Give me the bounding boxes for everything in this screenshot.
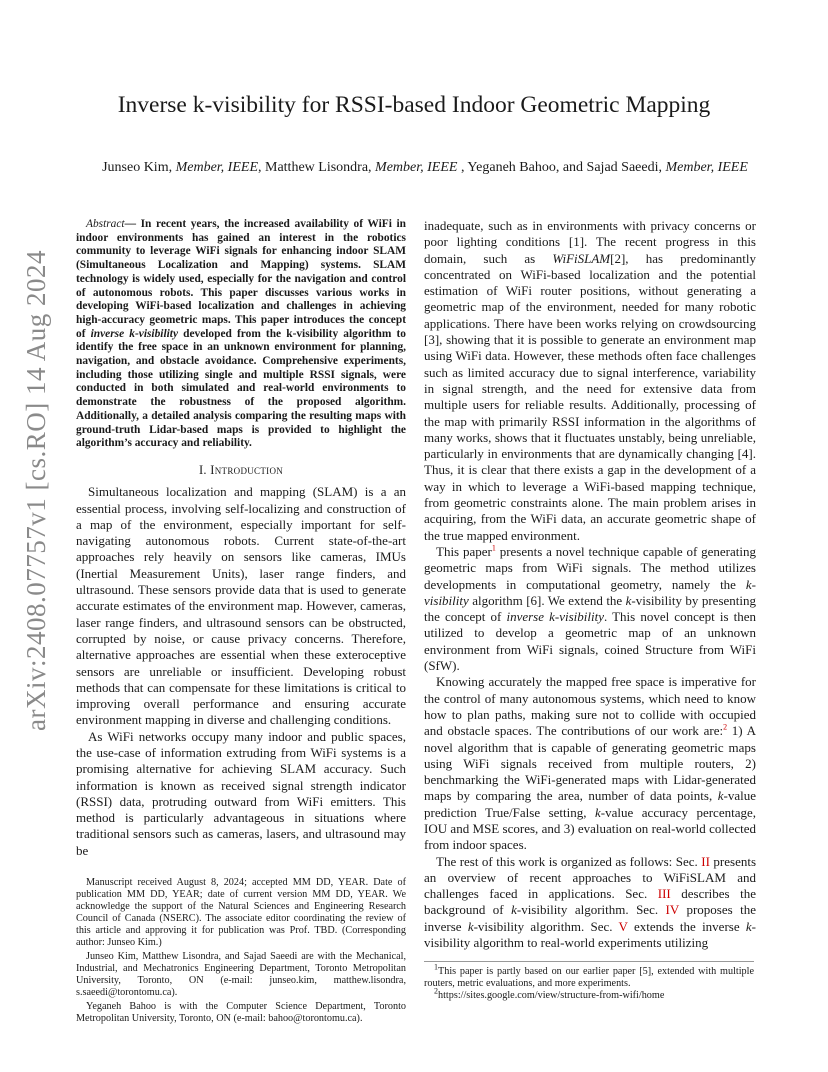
abstract-text: — In recent years, the increased availability of WiFi in indoor environments has gained an interest in the robotics community to leverage WiFi signals for enhancing indoor SLAM (Simultaneous Localization and Mapping) systems. SLAM technology is widely used, especially for the navigation and control of autonomous robots. This paper discusses various works in developing WiFi-based localization and challenges in achieving high-accuracy geometric maps. This paper introduces the concept of <box>76 218 406 340</box>
section-link[interactable]: II <box>701 853 710 869</box>
paper-title: Inverse k-visibility for RSSI-based Indoor Geometric Mapping <box>117 92 711 118</box>
text-run: Knowing accurately the mapped free space is imperative for the control of many autonomous systems, which need to know how to plan paths, making sure not to collide with occupied and obstacle spaces. The contributions of our work are: <box>424 674 756 739</box>
author-role: Member, IEEE <box>175 160 258 175</box>
section-link[interactable]: V <box>618 918 628 934</box>
section-link[interactable]: III <box>657 886 671 902</box>
emphasis-term: k-visibility <box>424 576 756 608</box>
arxiv-stamp <box>10 249 62 731</box>
math-variable: k <box>595 804 601 820</box>
right-column <box>424 218 756 1002</box>
author-name: Junseo Kim, <box>102 160 173 175</box>
text-run: -visibility algorithm to real-world experiments utilizing <box>424 918 756 951</box>
footnote-marker[interactable]: 1 <box>491 543 496 553</box>
text-run: -visibility by presenting the concept of <box>424 592 756 625</box>
author-name: , Matthew Lisondra, <box>258 160 372 175</box>
body-paragraph <box>424 218 756 544</box>
body-paragraph: As WiFi networks occupy many indoor and public spaces, the use-case of information extruding from WiFi systems is a promising alternative for achieving SLAM accuracy. Such information is known as received signal strength indicator (RSSI) data, protruding outward from WiFi emitters. This method is particularly advantageous in situations where traditional sensors such as cameras, lasers, and ultrasound may be <box>76 728 406 858</box>
footnotes-left <box>76 877 406 1025</box>
text-run: -value prediction True/False setting, <box>424 788 757 820</box>
arxiv-identifier: arXiv:2408.07757v1 [cs.RO] 14 Aug 2024 <box>20 249 51 731</box>
footnote <box>424 962 754 990</box>
math-variable: k <box>745 918 752 934</box>
math-variable: k <box>625 592 632 608</box>
abstract-label: Abstract <box>86 218 125 230</box>
text-run: inadequate, such as in environments with privacy concerns or poor lighting conditions [1]. The recent progress in this domain, such as <box>424 218 756 266</box>
emphasis-term: WiFiSLAM <box>552 250 611 266</box>
text-run: The rest of this work is organized as follows: Sec. <box>436 853 698 869</box>
text-run: presents an overview of recent approaches to WiFiSLAM and challenges faced in applications. Sec. <box>424 853 757 902</box>
footnote-manuscript: Manuscript received August 8, 2024; accepted MM DD, YEAR. Date of publication MM DD, YEAR; date of current version MM DD, YEAR. We acknowledge the support of the Natural Sciences and Engineering Research Council of Canada (NSERC). The associate editor coordinating the review of this article and approving it for publication was Prof. TBD. (Corresponding author: Junseo Kim.) <box>76 877 406 949</box>
section-heading-introduction <box>76 462 406 478</box>
text-run: 1) A novel algorithm that is capable of generating geometric maps using WiFi signals received from multiple routers, 2) benchmarking the WiFi-generated maps with Lidar-generated maps by comparing the area, number of data points, <box>424 723 756 804</box>
body-paragraph: Simultaneous localization and mapping (SLAM) is a an essential process, involving self-localizing and construction of a map of the environment, especially important for self-navigating autonomous robots. Current state-of-the-art approaches rely heavily on sensors like cameras, IMUs (Inertial Measurement Units), laser range finders, and ultrasound. These sensors provide data that is used to generate accurate estimates of the environment map. However, cameras, laser range finders, and ultrasound sensors can be obstructed, corrupted by noise, or cause privacy concerns. Therefore, alternative approaches are essential when these exteroceptive sensors are unreliable or insufficient. Developing robust methods that can compensate for these limitations is critical to improving overall performance and ensuring accurate environment mapping in diverse and challenging conditions. <box>76 484 406 728</box>
footnote-affiliation: Junseo Kim, Matthew Lisondra, and Sajad Saeedi are with the Mechanical, Industrial, and Mechatronics Engineering Department, Toronto Metropolitan University, Toronto, ON (e-mail: junseo.kim, matthew.lisondra, s.saeedi@torontomu.ca). <box>76 951 406 999</box>
section-title: Introduction <box>210 462 284 477</box>
text-run: describes the background of <box>424 886 757 918</box>
author-name: , Yeganeh Bahoo, and Sajad Saeedi, <box>457 160 662 175</box>
footnote <box>424 986 754 1002</box>
text-run: extends the inverse <box>633 918 740 934</box>
author-role: Member, IEEE <box>665 160 748 175</box>
footnote-url[interactable]: https://sites.google.com/view/structure-from-wifi/home <box>438 990 665 1002</box>
text-run: algorithm [6]. We extend the <box>472 592 623 608</box>
footnote-affiliation: Yeganeh Bahoo is with the Computer Science Department, Toronto Metropolitan University, Toronto, ON (e-mail: bahoo@torontomu.ca). <box>76 1001 406 1025</box>
left-column <box>76 218 406 1027</box>
text-run: -value accuracy percentage, IOU and MSE scores, and 3) evaluation on real-world collected from indoor spaces. <box>424 804 756 853</box>
author-list <box>60 160 790 176</box>
math-variable: k <box>467 918 474 934</box>
footnote-number: 2 <box>434 986 438 996</box>
emphasis-term: inverse k-visibility <box>506 609 604 625</box>
text-run: proposes the inverse <box>424 902 757 934</box>
author-role: Member, IEEE <box>375 160 458 175</box>
body-paragraph <box>424 854 756 952</box>
abstract-term: inverse k-visibility <box>90 327 178 340</box>
footnotes-right <box>424 961 754 1002</box>
text-run: . This novel concept is then utilized to develop a geometric map of an unknown environment from WiFi signals, coined Structure from WiFi (SfW). <box>424 609 756 674</box>
text-run: This paper <box>436 543 492 559</box>
text-run: [2], has predominantly concentrated on WiFi-based localization and the potential estimation of WiFi router positions, without generating a geometric map of the environment, needed for many robotic applications. There have been works relying on crowdsourcing [3], showing that it is possible to generate an environment map using WiFi data. However, these methods often face challenges such as limited accuracy due to signal interference, variability in signal strength, and the need for extensive data from multiple users for reliable results. Additionally, processing of the map with primarily RSSI information in the algorithms of many works, shows that it fluctuates unstably, being unreliable, particularly in environments that are dynamically changing [4]. Thus, it is clear that there exists a gap in the development of a way in which to leverage a WiFi-based mapping technique, from geometric constraints alone. The main problem arises in acquiring, from the WiFi data, an accurate geometric shape of the true mapped environment. <box>424 250 756 543</box>
abstract-text-cont: developed from the k-visibility algorithm to identify the free space in an unknown environment for planning, navigation, and obstacle avoidance. Comprehensive experiments, including those utilizing single and multiple RSSI signals, were conducted in both simulated and real-world environments to demonstrate the robustness of the proposed algorithm. Additionally, a detailed analysis comparing the resulting maps with ground-truth Lidar-based maps is provided to highlight the algorithm’s accuracy and reliability. <box>76 327 406 450</box>
section-number: I. <box>198 462 211 477</box>
abstract <box>76 218 406 451</box>
text-run: -visibility algorithm. Sec. <box>516 902 659 918</box>
math-variable: k <box>717 788 724 804</box>
text-run: -visibility algorithm. Sec. <box>473 918 613 934</box>
body-paragraph <box>424 674 756 853</box>
footnote-marker[interactable]: 2 <box>723 722 728 732</box>
math-variable: k <box>511 902 517 918</box>
footnote-text: This paper is partly based on our earlier paper [5], extended with multiple routers, metric evaluations, and more experiments. <box>424 966 754 990</box>
footnote-number: 1 <box>434 962 438 972</box>
body-paragraph <box>424 544 756 674</box>
section-link[interactable]: IV <box>665 902 680 918</box>
text-run: presents a novel technique capable of generating geometric maps from WiFi signals. The method utilizes developments in computational geometry, namely the <box>424 543 757 592</box>
